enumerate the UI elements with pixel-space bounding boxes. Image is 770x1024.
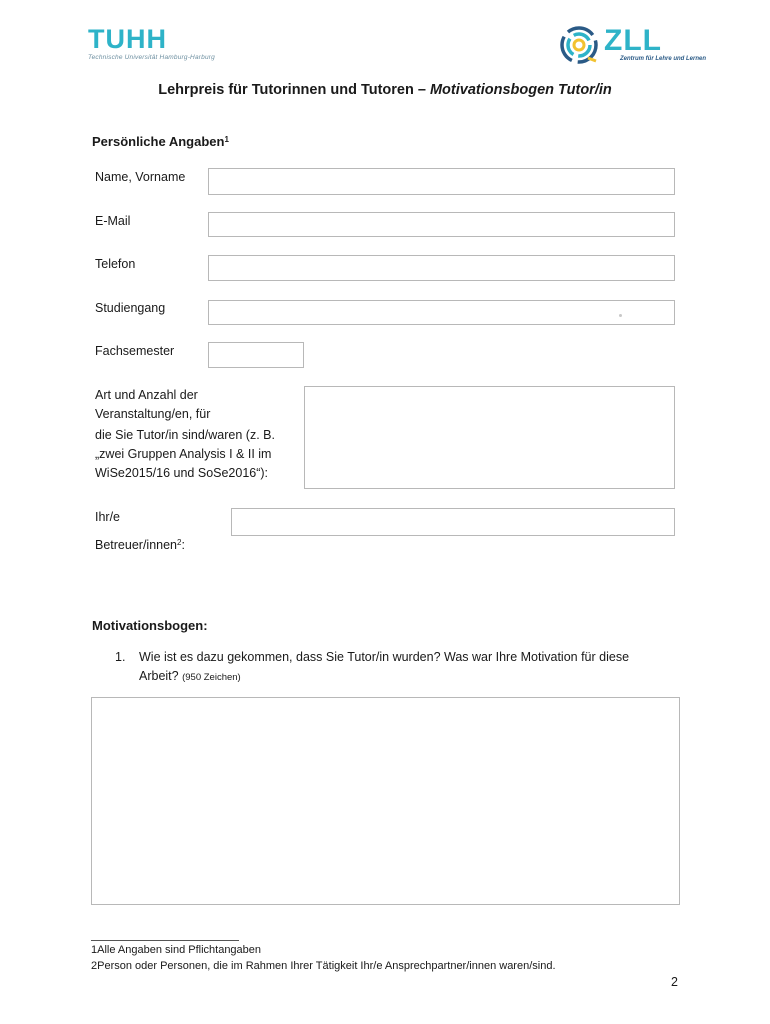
personal-info-heading bbox=[92, 134, 229, 149]
zll-logo-subtitle: Zentrum für Lehre und Lernen bbox=[620, 56, 707, 62]
question-text bbox=[139, 648, 629, 687]
courses-label-line: „zwei Gruppen Analysis I & II im bbox=[95, 447, 272, 461]
question-line2 bbox=[139, 667, 629, 687]
courses-label-line: Art und Anzahl der bbox=[95, 388, 198, 402]
footnote-1: 1Alle Angaben sind Pflichtangaben bbox=[91, 944, 262, 956]
supervisor-input[interactable] bbox=[231, 508, 675, 536]
zll-emblem-icon bbox=[558, 25, 600, 65]
footnote-ref-2: 2 bbox=[177, 538, 182, 547]
name-input[interactable] bbox=[208, 168, 675, 195]
phone-label: Telefon bbox=[95, 257, 136, 271]
tuhh-logo-subtitle: Technische Universität Hamburg-Harburg bbox=[88, 54, 215, 61]
tuhh-logo bbox=[88, 26, 215, 61]
character-limit: (950 Zeichen) bbox=[182, 672, 241, 683]
courses-input[interactable] bbox=[304, 386, 675, 489]
footnote-divider bbox=[91, 940, 239, 941]
program-label: Studiengang bbox=[95, 301, 166, 315]
zll-logo bbox=[558, 24, 707, 68]
courses-label-line: die Sie Tutor/in sind/waren (z. B. bbox=[95, 428, 275, 442]
supervisor-label-text: Betreuer/innen bbox=[95, 538, 178, 552]
supervisor-label bbox=[95, 508, 185, 555]
courses-label-line: Veranstaltung/en, für bbox=[95, 407, 211, 421]
tuhh-logo-word: TUHH bbox=[88, 24, 167, 54]
document-title bbox=[0, 82, 770, 98]
motivation-answer-textarea[interactable] bbox=[91, 697, 680, 905]
question-line-text: Arbeit? bbox=[139, 669, 179, 683]
motivation-heading: Motivationsbogen: bbox=[92, 618, 208, 633]
supervisor-label-line2 bbox=[95, 533, 185, 555]
question-line: Wie ist es dazu gekommen, dass Sie Tutor/in wurden? Was war Ihre Motivation für diese bbox=[139, 650, 630, 664]
program-input-marker bbox=[619, 314, 622, 317]
title-italic: Motivationsbogen Tutor/in bbox=[429, 82, 612, 98]
question-number: 1. bbox=[115, 650, 126, 664]
footnote-2: 2Person oder Personen, die im Rahmen Ihrer Tätigkeit Ihr/e Ansprechpartner/innen waren/sind. bbox=[91, 960, 556, 972]
title-plain: Lehrpreis für Tutorinnen und Tutoren – bbox=[158, 82, 430, 98]
semester-label: Fachsemester bbox=[95, 344, 175, 358]
name-label: Name, Vorname bbox=[95, 170, 186, 184]
email-label: E-Mail bbox=[95, 214, 131, 228]
semester-input[interactable] bbox=[208, 342, 304, 368]
footnote-ref-1: 1 bbox=[224, 135, 229, 144]
phone-input[interactable] bbox=[208, 255, 675, 281]
personal-info-heading-text: Persönliche Angaben bbox=[92, 134, 225, 149]
page-number: 2 bbox=[671, 975, 678, 989]
courses-label bbox=[95, 386, 275, 483]
courses-label-line: WiSe2015/16 und SoSe2016“): bbox=[95, 466, 269, 480]
program-input[interactable] bbox=[208, 300, 675, 325]
supervisor-label-suffix: : bbox=[181, 538, 185, 552]
zll-logo-word: ZLL bbox=[604, 24, 662, 57]
supervisor-label-line: Ihr/e bbox=[95, 510, 121, 524]
email-input[interactable] bbox=[208, 212, 675, 237]
